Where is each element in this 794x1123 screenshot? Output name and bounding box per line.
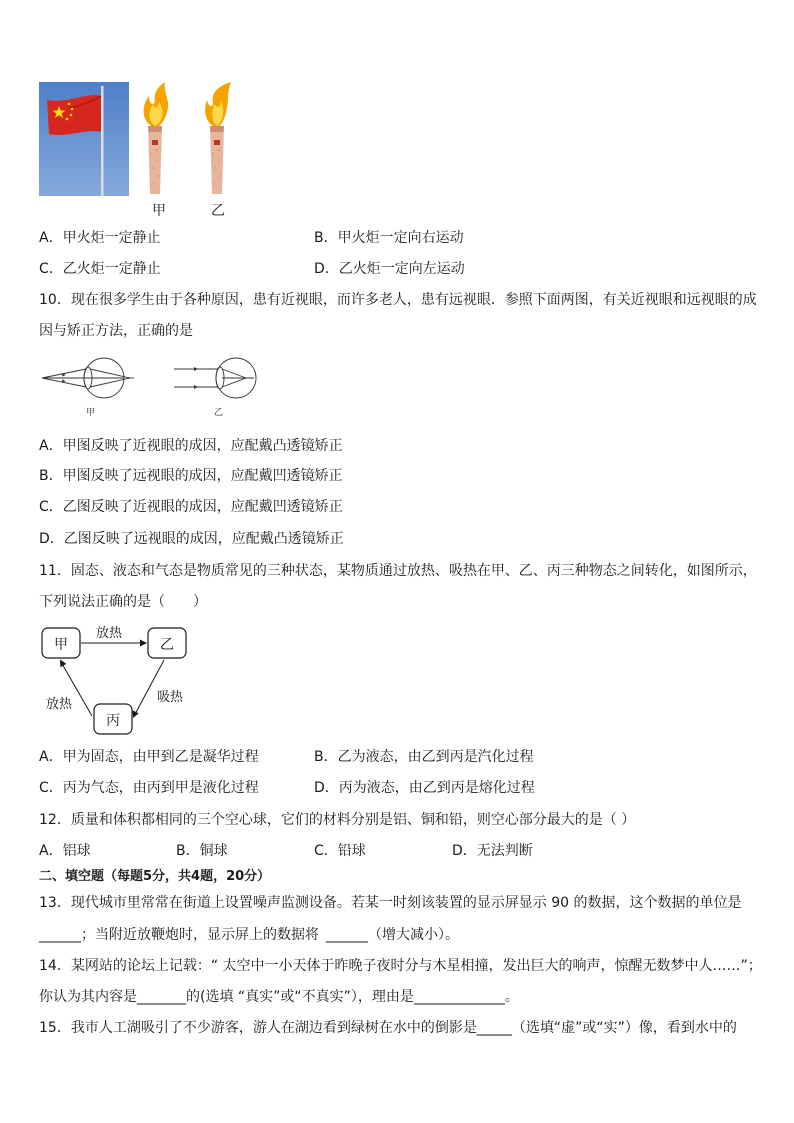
q10-stem-line2: 因与矫正方法，正确的是 (39, 323, 193, 339)
q13-line2-a: ______；当附近放鞭炮时，显示屏上的数据将 (39, 927, 319, 943)
arrow-right (134, 660, 164, 716)
q9-option-c: C．乙火炬一定静止 (39, 261, 161, 277)
q11-option-a: A．甲为固态，由甲到乙是凝华过程 (39, 749, 259, 765)
q11-option-c: C．丙为气态，由丙到甲是液化过程 (39, 780, 259, 796)
state-change-diagram (36, 620, 206, 740)
q10-stem-line1: 10．现在很多学生由于各种原因，患有近视眼，而许多老人，患有远视眼．参照下面两图，有关近视眼和远视眼的成 (39, 292, 757, 308)
q14-line1: 14．某网站的论坛上记载：“ 太空中一小天体于昨晚子夜时分与木星相撞，发出巨大的响声，惊醒无数梦中人……”； (39, 958, 762, 974)
box-yi-label: 乙 (160, 637, 174, 653)
q11-option-b: B．乙为液态，由乙到丙是汽化过程 (314, 749, 534, 765)
q12-option-a: A．铝球 (39, 843, 91, 859)
box-jia-label: 甲 (54, 637, 68, 653)
arrow-top-label: 放热 (96, 626, 123, 641)
q10-option-b: B．甲图反映了远视眼的成因，应配戴凹透镜矫正 (39, 468, 343, 484)
section-heading: 二、填空题（每题5分，共4题，20分） (39, 869, 271, 884)
q10-option-d: D．乙图反映了远视眼的成因，应配戴凸透镜矫正 (39, 531, 344, 547)
torch-yi-image (197, 82, 237, 196)
arrow-left-label: 放热 (46, 697, 73, 712)
torch-jia-image (137, 82, 173, 196)
eye-jia-label: 甲 (86, 408, 96, 418)
q12-option-c: C．铅球 (314, 843, 366, 859)
q12-option-b: B．铜球 (176, 843, 228, 859)
flag-image (39, 82, 129, 196)
box-bing-label: 丙 (106, 713, 120, 729)
q13-line1: 13．现代城市里常常在街道上设置噪声监测设备。若某一时刻该装置的显示屏显示 90 的数据，这个数据的单位是 (39, 895, 742, 911)
q12-stem: 12．质量和体积都相同的三个空心球，它们的材料分别是铝、铜和铅，则空心部分最大的是（ ） (39, 812, 636, 828)
q9-option-d: D．乙火炬一定向左运动 (314, 261, 465, 277)
q11-stem-line1: 11．固态、液态和气态是物质常见的三种状态，某物质通过放热、吸热在甲、乙、丙三种物态之间转化，如图所示， (39, 563, 757, 579)
eye-yi-label: 乙 (214, 408, 224, 418)
q10-option-a: A．甲图反映了近视眼的成因，应配戴凸透镜矫正 (39, 438, 343, 454)
torch-yi-label: 乙 (211, 203, 225, 219)
eye-diagrams (36, 354, 266, 420)
q9-option-b: B．甲火炬一定向右运动 (314, 230, 464, 246)
torch-jia-label: 甲 (152, 203, 166, 219)
q14-line2: 你认为其内容是_______的(选填 “真实”或“不真实”），理由是_____________。 (39, 989, 519, 1005)
q11-option-d: D．丙为液态，由乙到丙是熔化过程 (314, 780, 535, 796)
q13-line2-b: ______（增大减小）。 (326, 927, 459, 943)
q10-option-c: C．乙图反映了近视眼的成因，应配戴凹透镜矫正 (39, 499, 343, 515)
q15-line1: 15．我市人工湖吸引了不少游客，游人在湖边看到绿树在水中的倒影是_____（选填“虚”或“实”）像，看到水中的 (39, 1020, 737, 1036)
arrow-right-label: 吸热 (157, 690, 184, 705)
q11-stem-line2: 下列说法正确的是（ ） (39, 594, 207, 610)
q9-option-a: A．甲火炬一定静止 (39, 230, 161, 246)
q12-option-d: D．无法判断 (452, 843, 533, 859)
